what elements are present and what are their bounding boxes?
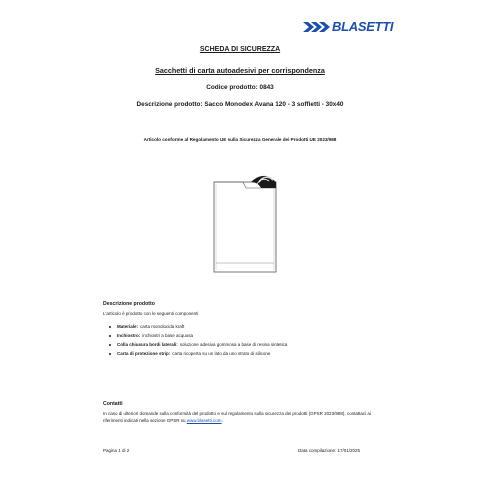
logo-text: BLASETTI [332, 19, 394, 34]
list-item: Inchiostro: inchiostri a base acquosa [109, 331, 403, 340]
bullet-icon [109, 335, 111, 337]
bullet-icon [109, 344, 111, 346]
product-description: Descrizione prodotto: Sacco Monodex Avana 120 - 3 soffietti - 30x40 [136, 101, 344, 108]
product-code: Codice prodotto: 0843 [206, 84, 274, 91]
list-item: Carta di protezione strip: carta ricoperta su un lato da uno strato di silicone [109, 349, 403, 358]
blasetti-logo [303, 21, 393, 33]
list-item: Colla chiusura bordi laterali: soluzione adesiva gommosa a base di resina sintetica [109, 340, 403, 349]
contact-heading: Contatti [103, 401, 123, 407]
document-subtitle: Sacchetti di carta autoadesivi per corrispondenza [155, 66, 325, 75]
envelope-illustration [213, 170, 280, 274]
website-link[interactable]: www.blasetti.com [186, 418, 222, 423]
page-number: Pagina 1 di 2 [103, 448, 130, 453]
bullet-icon [109, 326, 111, 328]
conformity-statement: Articolo conforme al Regolamento UE sulla Sicurezza Generale dei Prodotti UE 2023/988 [143, 137, 337, 142]
double-chevron-logo-icon [303, 21, 331, 33]
compilation-date: Data compilazione: 17/01/2025 [298, 448, 361, 453]
contact-text: In caso di ulteriori domande sulla conformità del prodotto e sul regolamento sulla sicurezza dei prodotti (GPSR 2023/988), contattaci ai riferimenti indicati nella sezione GPSR su www.blasetti.com. [103, 411, 371, 423]
components-list [103, 322, 403, 358]
section-intro: L'articolo è prodotto con le seguenti componenti [103, 311, 199, 316]
list-item: Materiale: carta monolucida kraft [109, 322, 403, 331]
bullet-icon [109, 353, 111, 355]
document-title: SCHEDA DI SICUREZZA [199, 46, 281, 53]
section-heading: Descrizione prodotto [103, 301, 155, 307]
contact-section [103, 401, 383, 424]
product-description-section [103, 301, 403, 358]
